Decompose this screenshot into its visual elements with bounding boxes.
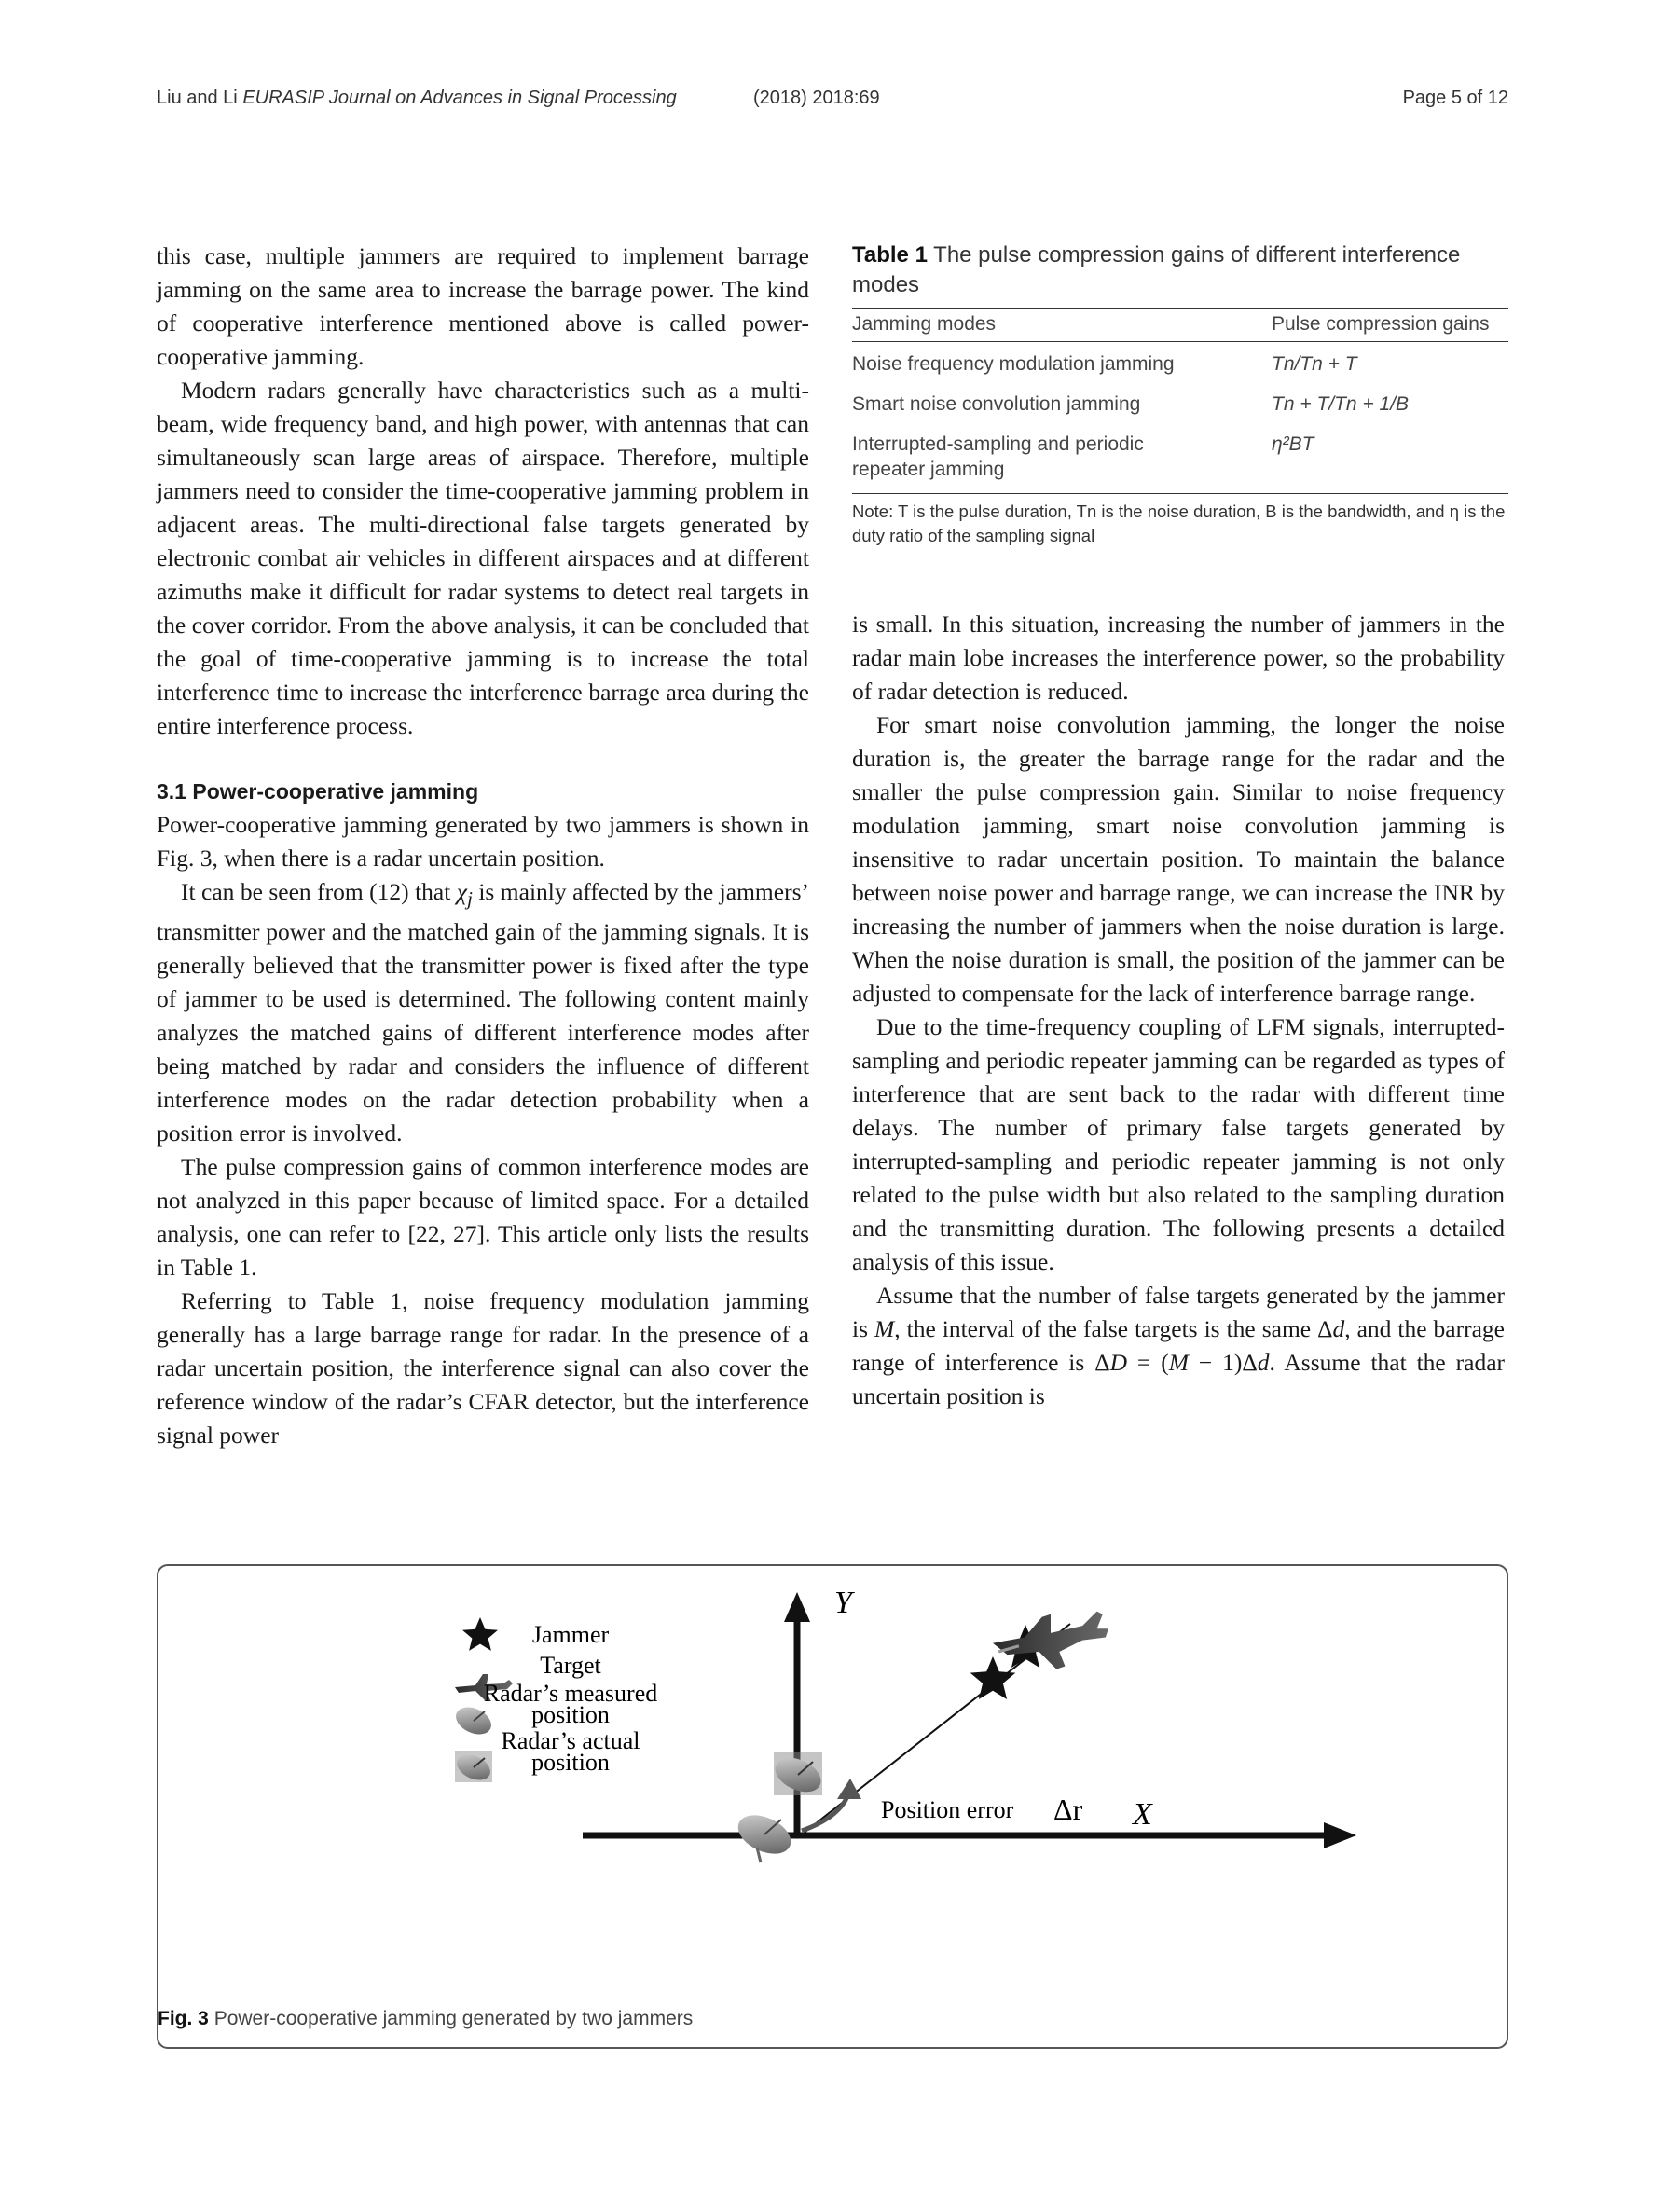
- legend-actual-line1: Radar’s actual: [501, 1727, 640, 1754]
- left-paragraph-1: this case, multiple jammers are required to implement barrage jamming on the same area to increase the barrage power. The kind of cooperative interference mentioned above is called power-cooperative jamming.: [157, 242, 809, 370]
- table-row: [852, 342, 1508, 383]
- left-paragraph-4: [157, 875, 809, 1150]
- left-paragraph-3: Power-cooperative jamming generated by two jammers is shown in Fig. 3, when there is a radar uncertain position.: [157, 811, 809, 872]
- position-error-label: Position error: [881, 1796, 1014, 1823]
- x-axis-arrow: [1324, 1822, 1356, 1848]
- p4-post: is mainly affected by the jammers’ transmitter power and the matched gain of the jamming signals. It is generally believed that the transmitter power is fixed after the type of jammer to be used is determined. The following content mainly analyzes the matched gains of different interference modes after being matched by radar and considers the influence of different interference modes on the radar detection probability when a position error is involved.: [157, 878, 809, 1147]
- figure-3: [157, 1564, 1508, 2049]
- legend-measured-line2: position: [531, 1701, 610, 1728]
- star-icon: [462, 1617, 498, 1651]
- p4-f: − 1)Δ: [1188, 1349, 1258, 1376]
- position-error-arrow: [802, 1794, 848, 1831]
- var-d: d: [1332, 1315, 1345, 1342]
- delta-r-label: Δr: [1053, 1793, 1083, 1826]
- p4-a: Assume that the number of false targets generated by the jammer is: [852, 1282, 1505, 1342]
- legend-actual-line2: position: [531, 1749, 610, 1776]
- header-year: (2018) 2018:69: [753, 88, 880, 108]
- right-column: [852, 608, 1505, 1413]
- figure-caption-text: Power-cooperative jamming generated by two jammers: [213, 2008, 694, 2029]
- radar-dish-icon: [770, 1752, 827, 1799]
- header-citation: [157, 88, 677, 109]
- table-1: [852, 240, 1508, 548]
- table-label: Table 1: [852, 242, 928, 268]
- pulse-compression-table: [852, 308, 1508, 494]
- section-heading: 3.1 Power-cooperative jamming: [157, 779, 479, 804]
- legend-target: Target: [540, 1652, 601, 1679]
- radar-dish-icon: [453, 1750, 495, 1785]
- var-D: D: [1109, 1349, 1128, 1376]
- chi-subscript: j: [466, 887, 473, 911]
- y-axis-arrow: [784, 1592, 810, 1622]
- table-cell-mode: Interrupted-sampling and periodic repeater jamming: [852, 422, 1272, 494]
- left-paragraph-6: Referring to Table 1, noise frequency modulation jamming generally has a large barrage range for radar. In the presence of a radar uncertain position, the interference signal can also cover the reference window of the radar’s CFAR detector, but the interference signal power: [157, 1287, 809, 1449]
- table-cell-mode: Noise frequency modulation jamming: [852, 353, 1175, 375]
- p4-e: = (: [1127, 1349, 1169, 1376]
- figure-legend: [451, 1617, 657, 1785]
- p4-pre: It can be seen from (12) that: [181, 878, 457, 905]
- right-paragraph-4: [852, 1279, 1505, 1413]
- x-axis-label: X: [1133, 1797, 1152, 1832]
- left-column: [157, 240, 809, 1452]
- table-cell-gain: Tn + T/Tn + 1/B: [1272, 393, 1410, 415]
- table-caption: [852, 240, 1508, 300]
- right-paragraph-2: For smart noise convolution jamming, the longer the noise duration is, the greater the barrage range for the radar and the smaller the pulse compression gain. Similar to noise frequency modulation jamming, smart noise convolution jamming is insensitive to radar uncertain position. To maintain the balance between noise power and barrage range, we can increase the INR by increasing the number of jammers when the noise duration is large. When the noise duration is small, the position of the jammer can be adjusted to compensate for the lack of interference barrage range.: [852, 711, 1505, 1007]
- header-journal: EURASIP Journal on Advances in Signal Processing: [242, 88, 677, 108]
- legend-measured-line1: Radar’s measured: [483, 1680, 658, 1707]
- left-paragraph-2: Modern radars generally have characteristics such as a multi-beam, wide frequency band, and high power, with antennas that can simultaneously scan large areas of airspace. Therefore, multiple jammers need to consider the time-cooperative jamming problem in adjacent areas. The multi-directional false targets generated by electronic combat air vehicles in different airspaces and at different azimuths make it difficult for radar systems to detect real targets in the cover corridor. From the above analysis, it can be concluded that the goal of time-cooperative jamming is to increase the total interference time to increase the interference barrage area during the entire interference process.: [157, 377, 809, 739]
- table-caption-text: The pulse compression gains of different interference modes: [852, 242, 1461, 297]
- figure-3-diagram: [158, 1566, 1507, 2047]
- figure-caption: [158, 2008, 693, 2030]
- p4-g: . Assume that the radar uncertain position is: [852, 1349, 1506, 1409]
- table-header-cell: Pulse compression gains: [1272, 309, 1508, 342]
- right-paragraph-3: Due to the time-frequency coupling of LFM signals, interrupted-sampling and periodic repeater jamming can be regarded as types of interference that are sent back to the radar with different time delays. The number of primary false targets generated by interrupted-sampling and periodic repeater jamming is not only related to the pulse width but also related to the sampling duration and the transmitting duration. The following presents a detailed analysis of this issue.: [852, 1013, 1505, 1275]
- chi-symbol: χ: [456, 878, 467, 905]
- left-paragraph-5: The pulse compression gains of common interference modes are not analyzed in this paper because of limited space. For a detailed analysis, one can refer to [22, 27]. This article only lists the results in Table 1.: [157, 1153, 809, 1282]
- table-note: Note: T is the pulse duration, Tn is the noise duration, B is the bandwidth, and η is the duty ratio of the sampling signal: [852, 501, 1506, 545]
- table-header-row: [852, 309, 1508, 342]
- table-header-cell: Jamming modes: [852, 309, 1272, 342]
- header-authors: Liu and Li: [157, 88, 238, 108]
- legend-jammer: Jammer: [531, 1621, 610, 1648]
- table-cell-mode: Smart noise convolution jamming: [852, 393, 1141, 415]
- var-M: M: [1168, 1349, 1189, 1376]
- right-paragraph-1: is small. In this situation, increasing the number of jammers in the radar main lobe increases the interference power, so the probability of radar detection is reduced.: [852, 611, 1505, 705]
- header-page-number: Page 5 of 12: [1402, 88, 1508, 108]
- running-head: [157, 88, 1508, 117]
- radar-dish-icon: [451, 1702, 495, 1739]
- var-d: d: [1257, 1349, 1270, 1376]
- p4-c: , and the barrage range of interference is Δ: [852, 1315, 1505, 1376]
- figure-label: Fig. 3: [158, 2008, 209, 2029]
- p4-b: , the interval of the false targets is the same Δ: [894, 1315, 1333, 1342]
- position-error-arrow-head: [837, 1779, 861, 1799]
- star-icon: [970, 1656, 1016, 1699]
- var-M: M: [874, 1315, 895, 1342]
- table-cell-gain: η²BT: [1272, 422, 1508, 494]
- jet-icon: [993, 1612, 1108, 1669]
- table-row: [852, 382, 1508, 422]
- radar-dish-icon: [732, 1807, 797, 1862]
- table-cell-gain: Tn/Tn + T: [1272, 353, 1357, 375]
- table-row: [852, 422, 1508, 494]
- y-axis-label: Y: [834, 1586, 852, 1620]
